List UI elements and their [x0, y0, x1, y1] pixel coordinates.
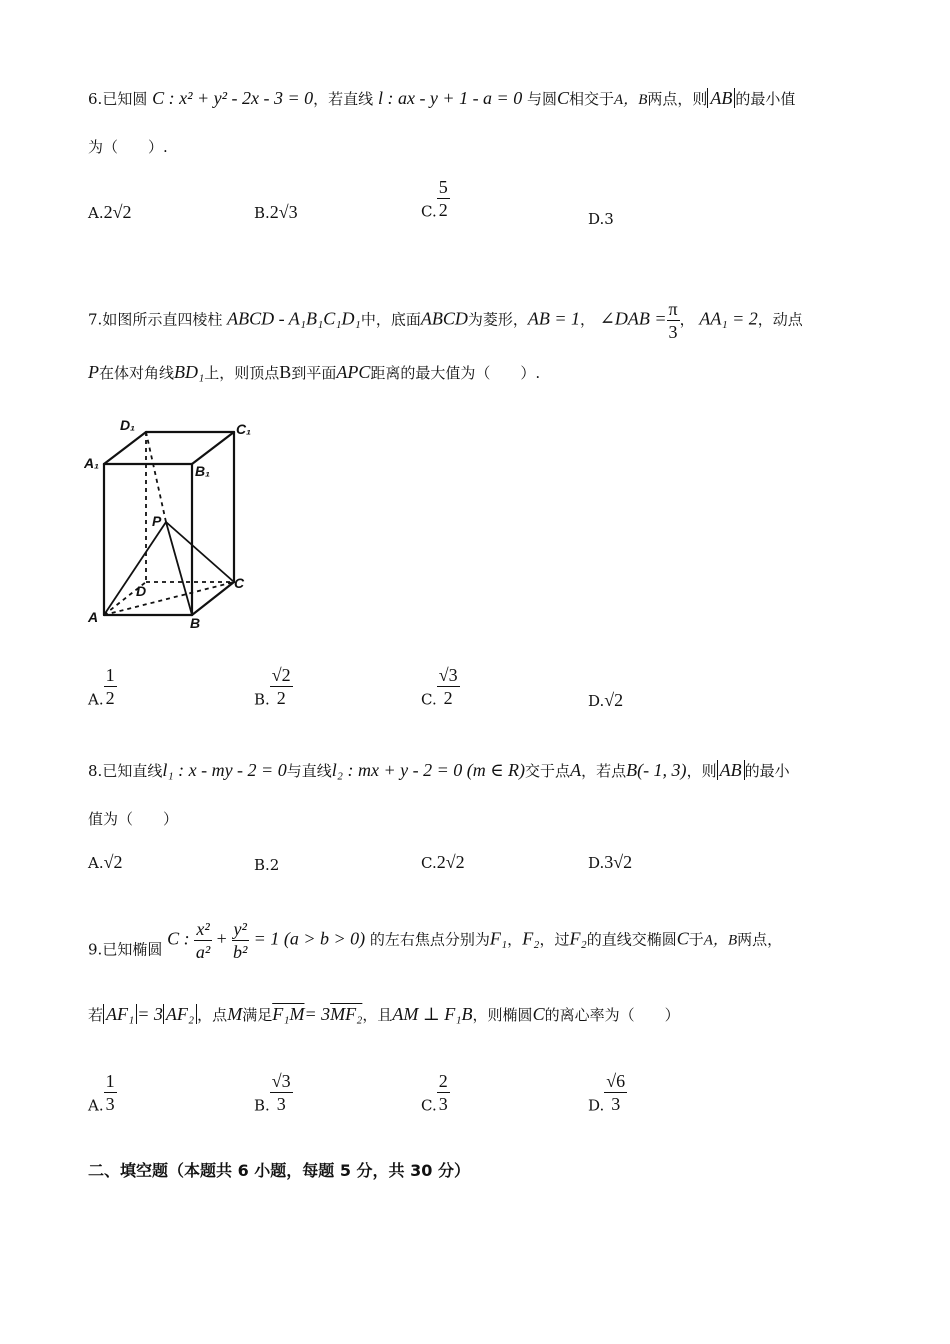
q6-option-b[interactable]: B.2√3	[254, 202, 298, 222]
q7-option-d[interactable]: D.√2	[588, 690, 624, 710]
q7-option-a[interactable]: A. $\frac{1}{2}$	[88, 665, 115, 709]
q7-prism: ABCD - A₁B₁C₁D₁	[227, 308, 361, 329]
q6-option-c[interactable]: C. $\frac{5}{2}$	[421, 177, 448, 221]
segment-pc	[166, 522, 234, 582]
q8-option-c[interactable]: C.2√2	[421, 852, 465, 872]
q6-option-a[interactable]: A.2√2	[88, 202, 132, 222]
q8-option-a[interactable]: A.√2	[88, 852, 123, 872]
q8-option-d[interactable]: D.3√2	[588, 852, 633, 872]
q7-option-c[interactable]: C. $\frac{√3}{2}$	[421, 665, 458, 709]
q8-line2-eq: l₂ : mx + y - 2 = 0 (m ∈ R)	[331, 760, 526, 780]
label-b1: B₁	[195, 463, 211, 479]
label-a1: A₁	[84, 455, 100, 471]
q6-line-eq: l : ax - y + 1 - a = 0	[377, 88, 523, 108]
edge-a1d1	[104, 432, 146, 464]
q8-option-b[interactable]: B.2	[254, 856, 280, 874]
q9-line1: 9.已知椭圆 C : $\frac{\text{x²}}{\text{a²}}$ + $\frac{\text{y²}}{\text{b²}}$ = 1 (a > b > 0) 的左右焦点分别为F₁，F₂，过F₂的直线交椭圆C于A，B两点，	[88, 919, 783, 962]
q9-option-d[interactable]: D. $\frac{√6}{3}$	[588, 1071, 626, 1115]
label-c1: C₁	[236, 421, 252, 437]
q9-option-c[interactable]: C. $\frac{2}{3}$	[421, 1071, 448, 1115]
q9-option-a[interactable]: A. $\frac{1}{3}$	[88, 1071, 115, 1115]
q6-option-d[interactable]: D.3	[588, 210, 614, 228]
label-p: P	[152, 513, 162, 529]
q7-option-b[interactable]: B. $\frac{√2}{2}$	[254, 665, 291, 709]
label-b: B	[190, 615, 201, 631]
q9-line2: 若 AF₁ = 3 AF₂ ，点M满足F₁M= 3MF₂，且AM ⊥ F₁B，则椭圆C的离心率为（ ）	[88, 1004, 680, 1024]
q6-line2: 为（ ）.	[88, 138, 168, 156]
q8-line1-eq: l₁ : x - my - 2 = 0	[162, 760, 287, 780]
q6-circle-eq: C : x² + y² - 2x - 3 = 0	[152, 88, 314, 108]
label-d: D	[136, 583, 147, 599]
segment-pb	[166, 522, 192, 615]
q6-line1: 6.已知圆 C : x² + y² - 2x - 3 = 0，若直线 l : ax - y + 1 - a = 0 与圆C相交于A，B两点，则 AB 的最小值	[88, 88, 796, 108]
label-d1: D₁	[120, 417, 136, 433]
q8-line1: 8.已知直线l₁ : x - my - 2 = 0与直线l₂ : mx + y - 2 = 0 (m ∈ R)交于点A，若点B(- 1, 3)，则 AB 的最小	[88, 760, 790, 780]
segment-pa	[104, 522, 166, 615]
prism-figure	[84, 412, 264, 632]
section-heading: 二、填空题（本题共 6 小题，每题 5 分，共 30 分）	[88, 1161, 470, 1180]
q7-line2: P在体对角线BD₁上，则顶点B到平面APC距离的最大值为（ ）.	[88, 362, 541, 382]
edge-b1c1	[192, 432, 234, 464]
q7-line1: 7.如图所示直四棱柱 ABCD - A₁B₁C₁D₁中，底面ABCD为菱形，AB = 1， ∠DAB = $\frac{\pi}{3}$ ， AA₁ = 2，动点	[88, 299, 803, 342]
label-a: A	[88, 609, 99, 625]
label-c: C	[234, 575, 245, 591]
q9-option-b[interactable]: B. $\frac{√3}{3}$	[254, 1071, 291, 1115]
hidden-d1p	[146, 432, 166, 522]
q8-line2: 值为（ ）	[88, 810, 179, 828]
